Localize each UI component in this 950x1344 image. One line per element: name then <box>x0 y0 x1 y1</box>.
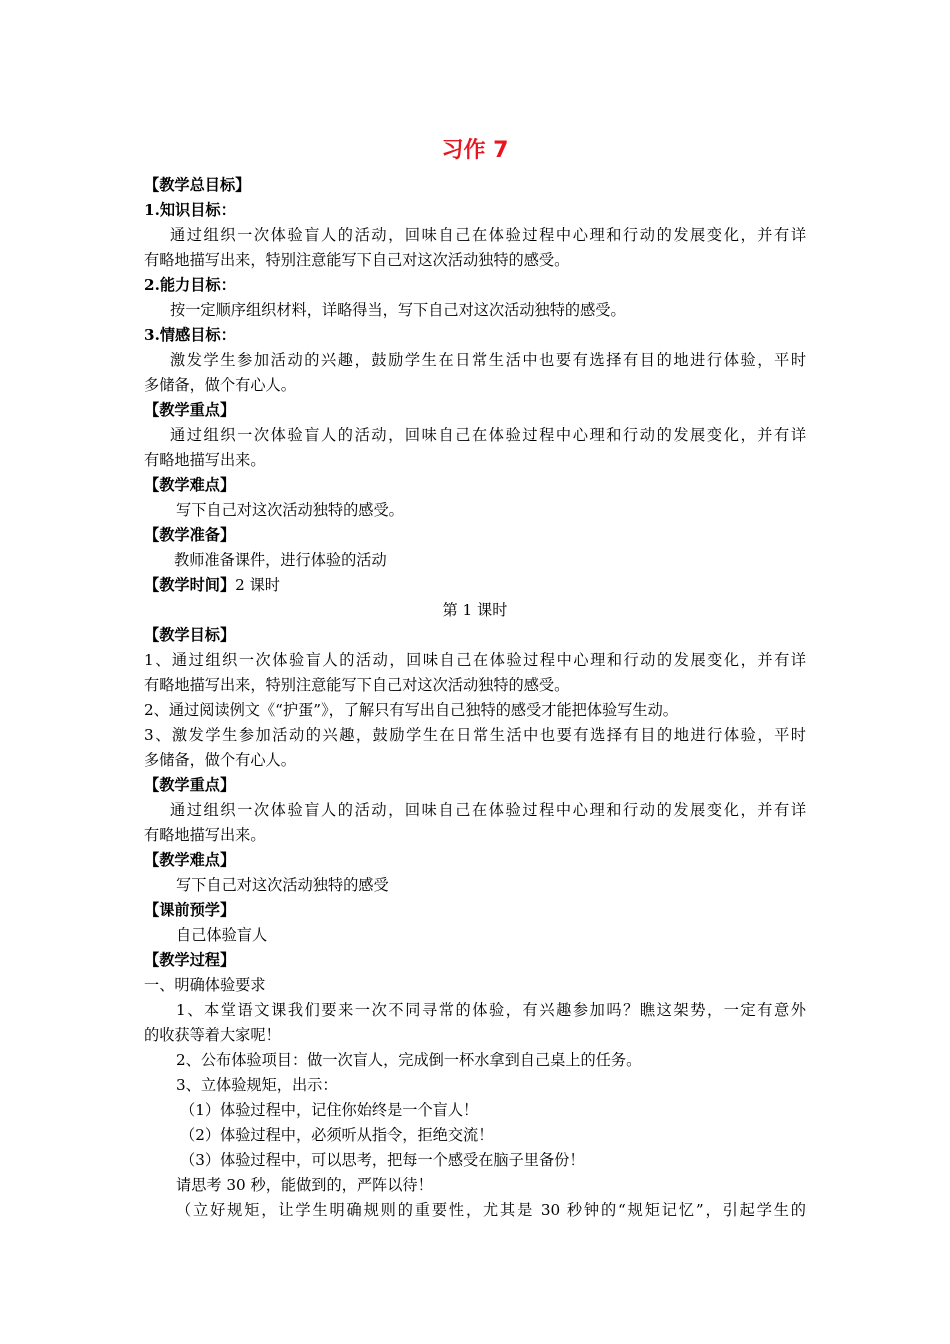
document-body <box>144 173 806 1223</box>
text-line: （2）体验过程中，必须听从指令，拒绝交流！ <box>180 1126 494 1144</box>
text-line: 1.知识目标： <box>144 201 236 219</box>
text-line: 教师准备课件，进行体验的活动 <box>174 551 387 569</box>
text-line: 【教学准备】 <box>144 526 236 544</box>
text-line: 激发学生参加活动的兴趣，鼓励学生在日常生活中也要有选择有目的地进行体验，平时 <box>170 351 806 369</box>
text-line: 1、通过组织一次体验盲人的活动，回味自己在体验过程中心理和行动的发展变化，并有详 <box>144 651 806 669</box>
text-line: 通过组织一次体验盲人的活动，回味自己在体验过程中心理和行动的发展变化，并有详 <box>170 426 806 444</box>
text-line: 一、明确体验要求 <box>144 976 266 994</box>
text-line: 的收获等着大家呢！ <box>144 1026 281 1044</box>
text-line: （立好规矩，让学生明确规则的重要性，尤其是 30 秒钟的“规矩记忆”，引起学生的 <box>176 1201 806 1219</box>
text-line: 【教学总目标】 <box>144 176 251 194</box>
text-line: 【课前预学】 <box>144 901 236 919</box>
text-line: 【教学难点】 <box>144 851 236 869</box>
text-line: 1、本堂语文课我们要来一次不同寻常的体验，有兴趣参加吗？瞧这架势，一定有意外 <box>176 1001 806 1019</box>
text-line: 写下自己对这次活动独特的感受。 <box>176 501 404 519</box>
text-line: 【教学重点】 <box>144 776 236 794</box>
text-line: 【教学目标】 <box>144 626 236 644</box>
text-line: 第 1 课时 <box>442 601 508 619</box>
text-line: （1）体验过程中，记住你始终是一个盲人！ <box>180 1101 479 1119</box>
text-line: 多储备，做个有心人。 <box>144 376 296 394</box>
text-line: 【教学过程】 <box>144 951 236 969</box>
text-line: 有略地描写出来。 <box>144 451 266 469</box>
text-line: 有略地描写出来，特别注意能写下自己对这次活动独特的感受。 <box>144 676 570 694</box>
text-line: 3、激发学生参加活动的兴趣，鼓励学生在日常生活中也要有选择有目的地进行体验，平时 <box>144 726 806 744</box>
text-line: 【教学时间】2 课时 <box>144 576 280 594</box>
text-line: 2.能力目标： <box>144 276 236 294</box>
text-line: 2、公布体验项目：做一次盲人，完成倒一杯水拿到自己桌上的任务。 <box>176 1051 642 1069</box>
document-title: 习作 7 <box>441 138 509 163</box>
text-line: 多储备，做个有心人。 <box>144 751 296 769</box>
text-line: 按一定顺序组织材料，详略得当，写下自己对这次活动独特的感受。 <box>170 301 626 319</box>
text-line: 请思考 30 秒，能做到的，严阵以待！ <box>176 1176 433 1194</box>
text-line: 2、通过阅读例文《“护蛋”》，了解只有写出自己独特的感受才能把体验写生动。 <box>144 701 678 719</box>
text-line: 3.情感目标： <box>144 326 236 344</box>
text-line: 有略地描写出来。 <box>144 826 266 844</box>
text-line: 写下自己对这次活动独特的感受 <box>176 876 389 894</box>
text-line: 【教学难点】 <box>144 476 236 494</box>
text-line: 通过组织一次体验盲人的活动，回味自己在体验过程中心理和行动的发展变化，并有详 <box>170 226 806 244</box>
text-line: 自己体验盲人 <box>176 926 268 944</box>
text-line: 通过组织一次体验盲人的活动，回味自己在体验过程中心理和行动的发展变化，并有详 <box>170 801 806 819</box>
text-line: 3、立体验规矩，出示： <box>176 1076 338 1094</box>
text-line: （3）体验过程中，可以思考，把每一个感受在脑子里备份！ <box>180 1151 585 1169</box>
text-line: 【教学重点】 <box>144 401 236 419</box>
text-line: 有略地描写出来，特别注意能写下自己对这次活动独特的感受。 <box>144 251 570 269</box>
